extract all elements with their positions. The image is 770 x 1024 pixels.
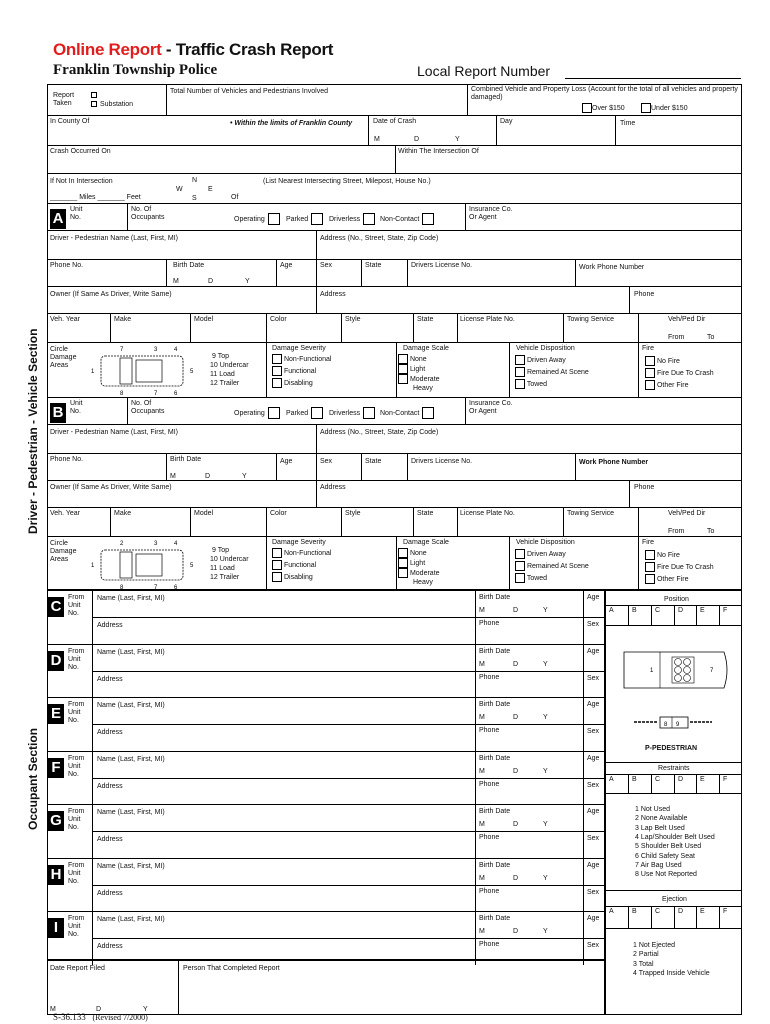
b-functional-checkbox[interactable] [272, 560, 282, 570]
a-parked-checkbox[interactable] [311, 213, 323, 225]
a-driven-away[interactable] [515, 355, 525, 365]
agency-name: Franklin Township Police [53, 62, 218, 78]
list-item: 5 Shoulder Belt Used [635, 843, 702, 851]
not-in-intersection-label: If Not In Intersection [50, 178, 113, 185]
within-intersection-label: Within The Intersection Of [398, 148, 479, 155]
svg-text:4: 4 [174, 347, 178, 353]
col-C[interactable]: C [655, 776, 661, 783]
list-item: 3 Lap Belt Used [635, 824, 685, 832]
online-report-label: Online Report [53, 40, 162, 59]
over-150-label: Over $150 [592, 104, 625, 112]
list-item: 2 Partial [633, 951, 659, 959]
unit-h-badge: H [48, 865, 64, 885]
a-disabling-checkbox[interactable] [272, 378, 282, 388]
svg-text:1: 1 [91, 563, 95, 569]
occupant-h-name-label: Name (Last, First, MI) [97, 863, 165, 870]
col-A[interactable]: A [609, 607, 614, 614]
a-scale-light[interactable] [398, 364, 408, 374]
occupant-g-name-label: Name (Last, First, MI) [97, 809, 165, 816]
a-scale-moderate[interactable] [398, 374, 408, 384]
col-B[interactable]: B [632, 908, 637, 915]
col-F[interactable]: F [723, 607, 728, 614]
a-no-fire[interactable] [645, 356, 655, 366]
a-fire-crash[interactable] [645, 368, 655, 378]
occupant-f-name-label: Name (Last, First, MI) [97, 756, 165, 763]
svg-text:6: 6 [174, 585, 178, 590]
a-driverless-checkbox[interactable] [363, 213, 375, 225]
occupant-c-name-label: Name (Last, First, MI) [97, 595, 165, 602]
unit-f-badge: F [48, 758, 64, 778]
col-C[interactable]: C [655, 908, 661, 915]
col-F[interactable]: F [723, 776, 728, 783]
svg-text:3: 3 [154, 541, 158, 547]
miles-feet-label: _______ Miles _______ Feet [50, 194, 141, 201]
occupant-d-name-label: Name (Last, First, MI) [97, 649, 165, 656]
unit-a-badge: A [50, 209, 66, 229]
b-driven-away[interactable] [515, 549, 525, 559]
over-150-checkbox[interactable] [582, 103, 592, 113]
svg-text:2: 2 [120, 541, 124, 547]
col-C[interactable]: C [655, 607, 661, 614]
list-item: 1 Not Used [635, 806, 671, 813]
vehicle-section-label: Driver - Pedestrian - Vehicle Section [26, 328, 40, 534]
a-towed[interactable] [515, 379, 525, 389]
svg-text:8: 8 [664, 722, 668, 728]
under-150-label: Under $150 [651, 104, 688, 112]
svg-text:1: 1 [650, 668, 654, 674]
b-noncontact-checkbox[interactable] [422, 407, 434, 419]
b-operating-checkbox[interactable] [268, 407, 280, 419]
nearest-street-label: (List Nearest Intersecting Street, Milepost, House No.) [263, 178, 431, 185]
within-limits-label: • Within the limits of Franklin County [230, 120, 353, 127]
occupant-c-address-label: Address [97, 622, 123, 629]
svg-text:8: 8 [120, 391, 124, 396]
svg-text:6: 6 [174, 391, 178, 396]
day-label: Day [500, 118, 513, 125]
vehicle-a-damage-diagram[interactable] [86, 344, 196, 396]
under-150-checkbox[interactable] [641, 103, 651, 113]
svg-text:8: 8 [120, 585, 124, 590]
report-taken-checkbox[interactable] [91, 92, 97, 98]
occupant-e-address-label: Address [97, 729, 123, 736]
combined-loss-label: Combined Vehicle and Property Loss (Account for the total of all vehicles and property damaged) [471, 86, 738, 101]
total-vehicles-label: Total Number of Vehicles and Pedestrians Involved [170, 88, 328, 95]
local-report-number-label: Local Report Number [417, 63, 551, 79]
a-functional-checkbox[interactable] [272, 366, 282, 376]
form-number: S-36.133 (Revised 7/2000) [53, 1012, 148, 1022]
a-remained[interactable] [515, 367, 525, 377]
list-item: 4 Lap/Shoulder Belt Used [635, 833, 715, 841]
in-county-label: In County Of [50, 118, 90, 125]
col-D[interactable]: D [678, 908, 684, 915]
col-E[interactable]: E [700, 908, 705, 915]
col-B[interactable]: B [632, 607, 637, 614]
b-remained[interactable] [515, 561, 525, 571]
list-item: 6 Child Safety Seat [635, 852, 695, 860]
col-E[interactable]: E [700, 776, 705, 783]
b-scale-moderate[interactable] [398, 568, 408, 578]
report-title: Online Report - Traffic Crash Report [53, 40, 334, 59]
unit-i-badge: I [48, 918, 64, 938]
occupant-section-frame [47, 590, 605, 960]
svg-text:4: 4 [174, 541, 178, 547]
unit-e-badge: E [48, 704, 64, 724]
b-driverless-checkbox[interactable] [363, 407, 375, 419]
svg-text:9: 9 [676, 722, 680, 728]
svg-text:5: 5 [190, 563, 194, 569]
report-taken-label: Report Taken [53, 92, 75, 107]
a-other-fire[interactable] [645, 380, 655, 390]
col-E[interactable]: E [700, 607, 705, 614]
occupant-d-address-label: Address [97, 676, 123, 683]
svg-text:7: 7 [154, 585, 158, 590]
svg-text:7: 7 [154, 391, 158, 396]
unit-d-badge: D [48, 651, 64, 671]
unit-b-badge: B [50, 403, 66, 423]
crash-occurred-on-label: Crash Occurred On [50, 148, 111, 155]
col-A[interactable]: A [609, 908, 614, 915]
a-nonfunctional-checkbox[interactable] [272, 354, 282, 364]
b-towed[interactable] [515, 573, 525, 583]
svg-text:3: 3 [154, 347, 158, 353]
b-scale-none[interactable] [398, 548, 408, 558]
svg-text:7: 7 [120, 347, 124, 353]
col-F[interactable]: F [723, 908, 728, 915]
col-A[interactable]: A [609, 776, 614, 783]
b-scale-light[interactable] [398, 558, 408, 568]
b-disabling-checkbox[interactable] [272, 572, 282, 582]
vehicle-seating-diagram [620, 648, 732, 693]
svg-text:5: 5 [190, 369, 194, 375]
pedestrian-diagram [632, 714, 714, 732]
col-B[interactable]: B [632, 776, 637, 783]
report-number-field[interactable] [565, 78, 741, 79]
date-of-crash-label: Date of Crash [373, 118, 417, 125]
a-scale-none[interactable] [398, 354, 408, 364]
unit-g-badge: G [48, 811, 64, 831]
time-label: Time [620, 120, 636, 127]
list-item: 8 Use Not Reported [635, 871, 697, 879]
b-nonfunctional-checkbox[interactable] [272, 548, 282, 558]
vehicle-b-damage-diagram[interactable] [86, 538, 196, 590]
a-operating-checkbox[interactable] [268, 213, 280, 225]
unit-c-badge: C [48, 597, 64, 617]
b-other-fire[interactable] [645, 574, 655, 584]
occupant-i-name-label: Name (Last, First, MI) [97, 916, 165, 923]
occupant-i-address-label: Address [97, 943, 123, 950]
list-item: 3 Total [633, 960, 654, 968]
occupant-e-name-label: Name (Last, First, MI) [97, 702, 165, 709]
occupant-section-label: Occupant Section [26, 727, 40, 830]
list-item: 2 None Available [635, 815, 688, 823]
list-item: 1 Not Ejected [633, 942, 676, 949]
a-noncontact-checkbox[interactable] [422, 213, 434, 225]
svg-text:1: 1 [91, 369, 95, 375]
col-D[interactable]: D [678, 776, 684, 783]
occupant-g-address-label: Address [97, 836, 123, 843]
occupant-h-address-label: Address [97, 890, 123, 897]
b-parked-checkbox[interactable] [311, 407, 323, 419]
b-no-fire[interactable] [645, 550, 655, 560]
col-D[interactable]: D [678, 607, 684, 614]
list-item: 7 Air Bag Used [635, 861, 682, 869]
svg-text:7: 7 [710, 668, 714, 674]
b-fire-crash[interactable] [645, 562, 655, 572]
substation-checkbox[interactable] [91, 101, 97, 107]
occupant-f-address-label: Address [97, 783, 123, 790]
list-item: 4 Trapped Inside Vehicle [633, 969, 710, 977]
substation-label: Substation [100, 101, 134, 108]
form-title: Traffic Crash Report [175, 40, 334, 59]
